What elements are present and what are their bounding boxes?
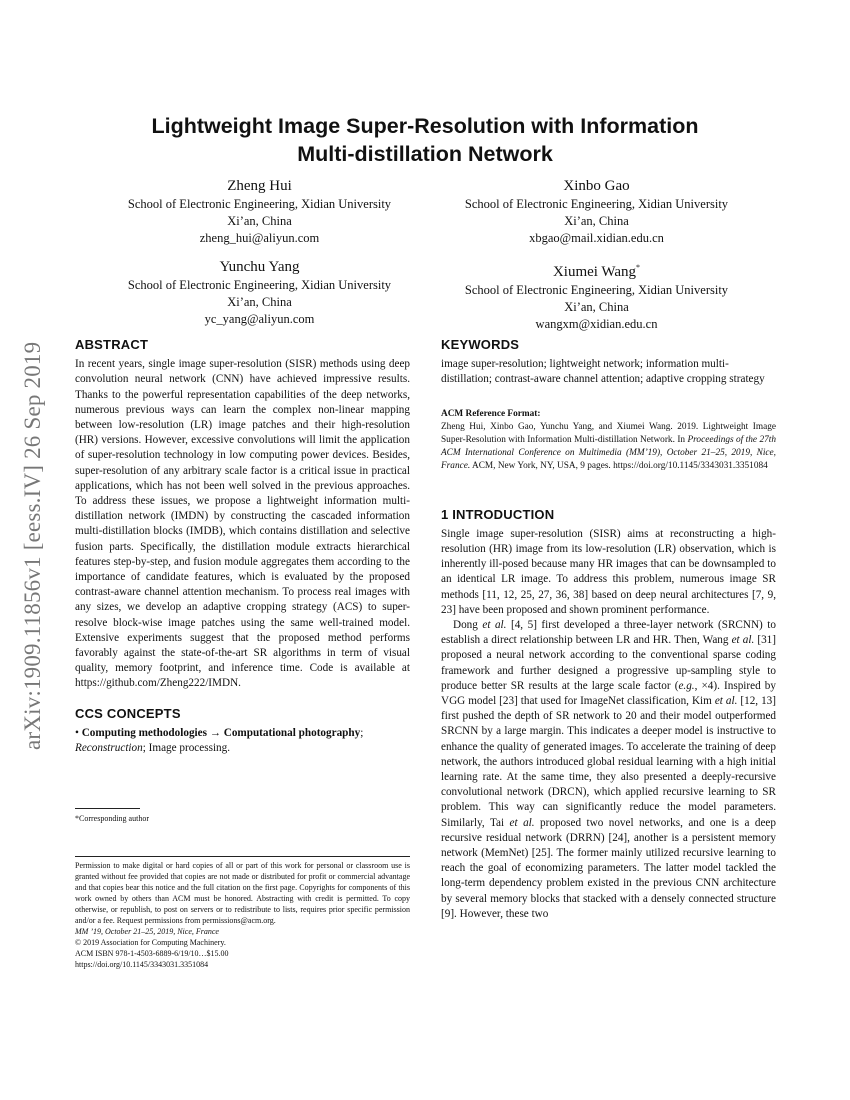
- introduction-heading: 1 INTRODUCTION: [441, 506, 555, 522]
- right-column: [441, 337, 776, 922]
- copyright-line: © 2019 Association for Computing Machinery.: [75, 938, 226, 947]
- title-line-2: Multi-distillation Network: [297, 142, 553, 166]
- permission-rule: [75, 856, 410, 857]
- ccs-bullet: •: [75, 726, 82, 739]
- author-name-text: Xiumei Wang: [552, 264, 637, 280]
- corresponding-footnote: *Corresponding author: [75, 814, 149, 823]
- text-run: [4, 5] first developed a three-layer network (SRCNN) to establish a direct relationship between LR and HR. Then, Wang: [441, 619, 776, 647]
- ccs-sep: ;: [360, 726, 364, 739]
- paper-title: [75, 112, 775, 168]
- author-affiliation: School of Electronic Engineering, Xidian University: [464, 283, 729, 297]
- author-block: [424, 177, 769, 247]
- intro-paragraph-1: Single image super-resolution (SISR) aims at reconstructing a high-resolution (HR) image from its low-resolution (LR) observation, which is inherently ill-posed because many HR images that can be downsampled to an identical LR image. To address this problem, numerous image SR methods [11, 12, 25, 27, 36, 38] based on deep neural architectures [7, 9, 23] have been proposed and shown prominent performance.: [441, 527, 776, 616]
- author-email[interactable]: yc_yang@aliyun.com: [204, 312, 315, 326]
- intro-paragraph-2: [441, 618, 776, 922]
- footnote-rule: [75, 808, 140, 809]
- keywords-heading: KEYWORDS: [441, 337, 520, 352]
- author-block: [424, 258, 769, 333]
- ccs-concepts: [75, 726, 410, 756]
- text-run: Dong: [453, 619, 483, 632]
- permission-block: [75, 856, 410, 970]
- text-run: e.g.: [678, 679, 695, 692]
- doi-line[interactable]: https://doi.org/10.1145/3343031.3351084: [75, 960, 209, 969]
- author-email[interactable]: xbgao@mail.xidian.edu.cn: [529, 231, 664, 245]
- text-run: proposed two novel networks, and one is a deep recursive residual network (DRRN) [24], another is a persistent memory network (MemNet) [25]. The former mainly utilized recursive learning to reach the goal of economizing parameters. The latter model tackled the long-term dependency problem existed in the previous CNN architecture by several memory blocks that stacked with a densely connected structure [9]. However, these two: [441, 816, 776, 920]
- author-affiliation: School of Electronic Engineering, Xidian University: [127, 278, 392, 292]
- acm-reference-body: [441, 421, 776, 473]
- author-affiliation: School of Electronic Engineering, Xidian University: [464, 197, 729, 211]
- conference-line: MM ’19, October 21–25, 2019, Nice, France: [75, 927, 219, 936]
- title-line-1: Lightweight Image Super-Resolution with Information: [151, 114, 699, 138]
- acm-reference-tail: ACM, New York, NY, USA, 9 pages. https://doi.org/10.1145/3343031.3351084: [470, 460, 768, 471]
- text-run: [12, 13] first pushed the depth of SR network to 20 and their model outperformed SRCNN by a large margin. This indicates a deeper model is instructive to enhance the quality of generated images. To accelerate the training of deep network, the authors introduced global residual learning with a high initial learning rate. At the same time, they also presented a deeply-recursive convolutional network (DRCN), which applied recursive learning to SR problem. This way can significantly reduce the model parameters. Similarly, Tai: [441, 695, 776, 829]
- author-city: Xi’an, China: [227, 295, 292, 309]
- text-run: et al.: [509, 816, 535, 829]
- ccs-concept-main: Computing methodologies → Computational photography: [81, 726, 361, 739]
- abstract-heading: ABSTRACT: [75, 337, 149, 352]
- ccs-concept-sub: Reconstruction: [75, 742, 143, 755]
- ccs-concept-rest: ; Image processing.: [142, 742, 231, 755]
- author-name: [424, 258, 769, 282]
- isbn-line: ACM ISBN 978-1-4503-6889-6/19/10…$15.00: [75, 949, 229, 958]
- author-affiliation: School of Electronic Engineering, Xidian University: [127, 197, 392, 211]
- permission-text: Permission to make digital or hard copies of all or part of this work for personal or classroom use is granted without fee provided that copies are not made or distributed for profit or commercial advantage and that copies bear this notice and the full citation on the first page. Copyrights for components of this work owned by others than ACM must be honored. Abstracting with credit is permitted. To copy otherwise, or republish, to post on servers or to redistribute to lists, requires prior specific permission and/or a fee. Request permissions from permissions@acm.org.: [75, 861, 410, 925]
- acm-reference: [441, 408, 776, 473]
- author-city: Xi’an, China: [564, 214, 629, 228]
- author-city: Xi’an, China: [227, 214, 292, 228]
- corresponding-mark: *: [636, 263, 641, 272]
- ccs-heading: CCS CONCEPTS: [75, 705, 181, 721]
- acm-reference-venue: Proceedings of the 27th ACM International Conference on Multimedia (MM’19), October 21–25, 2019, Nice, France.: [441, 434, 776, 471]
- author-block: [87, 258, 432, 328]
- abstract-text: In recent years, single image super-resolution (SISR) methods using deep convolution neural network (CNN) have achieved impressive results. Thanks to the powerful representation capabilities of the deep networks, numerous previous ways can learn the complex non-linear mapping between low-resolution (LR) image patches and their high-resolution (HR) versions. However, excessive convolutions will limit the application of super-resolution technology in low computing power devices. Besides, super-resolution of any arbitrary scale factor is a critical issue in practical applications, which has not been well solved in the previous approaches. To address these issues, we propose a lightweight information multi-distillation network (IMDN) by constructing the cascaded information multi-distillation blocks (IMDB), which contains distillation and selective fusion parts. Specifically, the distillation module extracts hierarchical features step-by-step, and fusion module aggregates them according to the importance of candidate features, which is evaluated by the proposed contrast-aware channel attention mechanism. To process real images with any sizes, we develop an adaptive cropping strategy (ACS) to super-resolve block-wise image patches using the same well-trained model. Extensive experiments suggest that the proposed method performs favorably against the state-of-the-art SR algorithms in term of visual quality, memory footprint, and inference time. Code is available at https://github.com/Zheng222/IMDN.: [75, 358, 410, 690]
- author-name: Yunchu Yang: [219, 259, 300, 275]
- author-name: Zheng Hui: [227, 178, 292, 194]
- text-run: , ×4). Inspired by VGG model [23] that used for ImageNet classification, Kim: [441, 679, 776, 708]
- keywords-text: image super-resolution; lightweight network; information multi-distillation; contrast-aware channel attention; adaptive cropping strategy: [441, 358, 765, 386]
- text-run: et al.: [731, 634, 755, 647]
- text-run: et al.: [482, 619, 507, 632]
- acm-reference-heading: ACM Reference Format:: [441, 408, 541, 419]
- footnote-area: [75, 808, 410, 824]
- arxiv-stamp: arXiv:1909.11856v1 [eess.IV] 26 Sep 2019: [20, 341, 45, 750]
- text-run: et al.: [714, 695, 738, 708]
- author-email[interactable]: wangxm@xidian.edu.cn: [535, 317, 658, 331]
- left-column: [75, 337, 410, 756]
- author-block: [87, 177, 432, 247]
- acm-reference-authors: Zheng Hui, Xinbo Gao, Yunchu Yang, and Xiumei Wang. 2019. Lightweight Image Super-Resolution with Information Multi-distillation Network. In: [441, 421, 776, 445]
- author-name: Xinbo Gao: [563, 178, 630, 194]
- author-city: Xi’an, China: [564, 300, 629, 314]
- text-run: [31] proposed a neural network according to the conventional sparse coding framework and further designed a progressive up-sampling style to produce better SR results at the large scale factor (: [441, 634, 776, 692]
- author-email[interactable]: zheng_hui@aliyun.com: [199, 231, 320, 245]
